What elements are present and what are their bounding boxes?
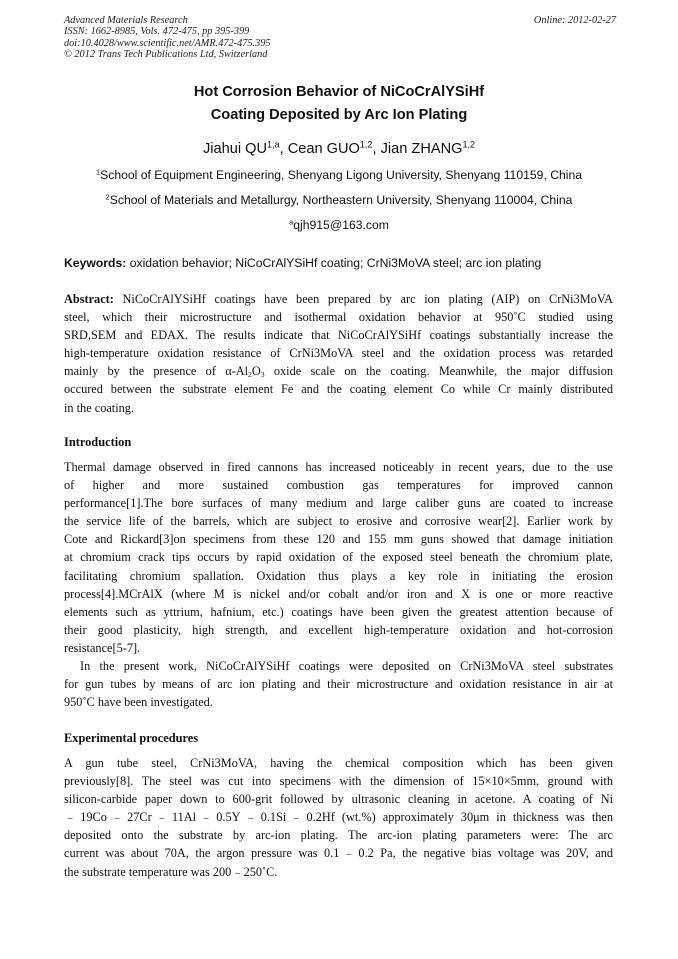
title-line-1: Hot Corrosion Behavior of NiCoCrAlYSiHf [193, 84, 485, 100]
issn-line: ISSN: 1662-8985, Vols. 472-475, pp 395-399 [64, 26, 250, 38]
abstract-line: steel, which their microstructure and isothermal oxidation behavior at 950˚C studied using [64, 310, 613, 325]
copyright-line: © 2012 Trans Tech Publications Ltd, Switzerland [64, 48, 268, 60]
journal-name: Advanced Materials Research [64, 15, 188, 26]
abstract-label: Abstract: [64, 292, 114, 306]
body-line: process[4].MCrAlX (where M is nickel and/or cobalt and/or iron and X is one or more reactive [64, 586, 613, 601]
title-line-2: Coating Deposited by Arc Ion Plating [210, 107, 468, 123]
affiliation-text: School of Materials and Metallurgy, Northeastern University, Shenyang 110004, China [109, 193, 573, 207]
email-text: qjh915@163.com [293, 218, 389, 232]
body-line: current was about 70A, the argon pressure was 0.1﹣0.2 Pa, the negative bias voltage was 20V, and [64, 846, 613, 861]
keywords [64, 256, 624, 270]
body-line: A gun tube steel, CrNi3MoVA, having the chemical composition which has been given [64, 756, 613, 770]
affiliation-1 [0, 168, 678, 182]
online-date: Online: 2012-02-27 [533, 15, 616, 26]
body-line: previously[8]. The steel was cut into specimens with the dimension of 15×10×5mm, ground with [64, 774, 613, 789]
body-line: their good plasticity, high strength, and excellent high-temperature oxidation and hot-corrosion [64, 622, 613, 637]
author-list: Jiahui QU$^{1,a}$, Cean GUO$^{1,2}$, Jian ZHANG$^{1,2}$ [202, 139, 476, 157]
body-line: of higher and more sustained combustion gas temperatures for improved cannon [64, 478, 613, 493]
author-email [0, 218, 678, 232]
author-sup: 1,2 [462, 139, 476, 150]
doi-line: doi:10.4028/www.scientific.net/AMR.472-475.395 [64, 37, 271, 49]
abstract-line: occured between the substrate element Fe and the coating element Co while Cr mainly distributed [64, 382, 613, 397]
paper-title [0, 81, 678, 127]
body-line: the service life of the barrels, which are subject to erosive and corrosive wear[2]. Earlier work by [64, 514, 613, 529]
body-line: Cote and Rickard[3]on specimens from these 120 and 155 mm guns showed that damage initiation [64, 532, 613, 547]
abstract-line: SRD,SEM and EDAX. The results indicate that NiCoCrAlYSiHf coatings substantially increase the [64, 328, 613, 343]
abstract-line: Abstract: NiCoCrAlYSiHf coatings have been prepared by arc ion plating (AIP) on CrNi3MoVA [64, 292, 614, 306]
email-sup: a [289, 217, 294, 227]
body-line: ﹣19Co﹣27Cr﹣11Al﹣0.5Y﹣0.1Si﹣0.2Hf (wt.%) approximately 30μm in thickness was then [64, 810, 613, 825]
journal-header [64, 15, 616, 60]
body-line: at chromium crack tips occurs by rapid oxidation of the exposed steel beneath the chromium plate, [64, 550, 613, 565]
experimental-heading: Experimental procedures [64, 731, 199, 745]
body-line: 950˚C have been investigated. [64, 695, 213, 710]
abstract-line: mainly by the presence of $\alpha-Al_2O_3$ oxide scale on the coating. Meanwhile, the major diffusion [64, 364, 613, 380]
affiliation-sup: 1 [95, 167, 101, 177]
body-line: performance[1].The bore surfaces of many medium and large caliber guns are coated to increase [64, 496, 613, 511]
abstract-line: high-temperature oxidation resistance of CrNi3MoVA steel and the oxidation process was retarded [64, 346, 613, 361]
affiliation-sup: 2 [105, 192, 110, 202]
body-line: Thermal damage observed in fired cannons has increased noticeably in recent years, due to the use [64, 460, 613, 474]
body-line: In the present work, NiCoCrAlYSiHf coatings were deposited on CrNi3MoVA steel substrates [80, 659, 613, 673]
body-line: silicon-carbide paper down to 600-grit followed by ultrasonic cleaning in acetone. A coating of Ni [64, 792, 613, 807]
introduction-paragraph-1 [64, 458, 613, 657]
keywords-text: oxidation behavior; NiCoCrAlYSiHf coating; CrNi3MoVA steel; arc ion plating [129, 256, 542, 270]
body-line: resistance[5-7]. [64, 640, 141, 655]
abstract-line: in the coating. [64, 400, 135, 415]
affiliation-text: School of Equipment Engineering, Shenyang Ligong University, Shenyang 110159, China [100, 168, 583, 182]
body-line: for gun tubes by means of arc ion plating and their microstructure and oxidation resistance in air at [64, 677, 613, 692]
introduction-paragraph-2 [64, 657, 613, 711]
author-sup: 1,a [267, 139, 280, 150]
body-line: elements such as yttrium, hafnium, etc.) coatings have been given the greatest attention because of [64, 604, 613, 619]
body-line: facilitating chromium spallation. Oxidation thus plays a key role in initiating the erosion [64, 568, 613, 583]
keywords-label: Keywords: [64, 256, 127, 270]
experimental-paragraph-1 [64, 754, 613, 881]
author-name: Jiahui QU [202, 141, 268, 157]
author-sup: 1,2 [359, 139, 373, 150]
author-name: Cean GUO [287, 141, 360, 157]
body-line: the substrate temperature was 200﹣250˚C. [64, 864, 278, 879]
affiliation-2 [0, 193, 678, 207]
abstract [64, 290, 613, 417]
body-line: deposited onto the substrate by arc-ion plating. The arc-ion plating parameters were: The arc [64, 828, 613, 843]
introduction-heading: Introduction [64, 435, 132, 449]
author-name: Jian ZHANG [380, 141, 463, 157]
